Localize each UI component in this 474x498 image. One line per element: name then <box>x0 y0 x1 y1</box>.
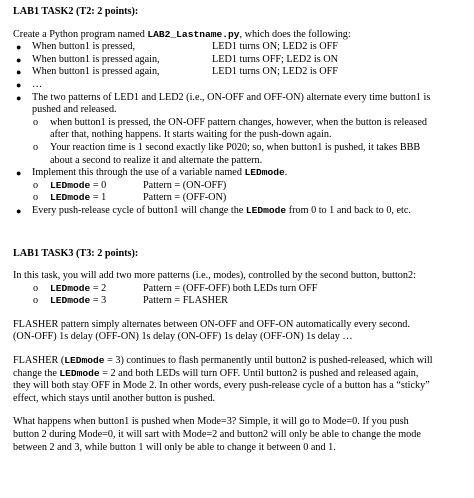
pattern-text: Pattern = (ON-OFF) <box>143 179 227 191</box>
variable-code: LEDmode <box>50 295 91 307</box>
sub-list <box>13 117 464 167</box>
pattern-text: Pattern = (OFF-OFF) both LEDs turn OFF <box>143 282 318 294</box>
mode-item <box>13 295 464 308</box>
text-line: they will both stay OFF in Mode 2. In other words, every push-release cycle of a button has a “sticky” <box>13 380 430 392</box>
list-item <box>13 66 464 79</box>
mode-value: = 2 <box>90 282 107 294</box>
bullet-icon: ● <box>16 205 22 216</box>
list-item <box>13 167 464 205</box>
action-text: When button1 is pressed again, <box>32 53 160 65</box>
circle-bullet-icon: o <box>33 192 39 204</box>
mode-list <box>13 180 464 205</box>
mode3-paragraph <box>13 416 464 454</box>
pattern-text: Pattern = (OFF-ON) <box>143 192 227 204</box>
mode-value: = 1 <box>90 192 107 204</box>
result-text: LED1 turns OFF; LED2 is ON <box>212 53 338 65</box>
text: Implement this through the use of a variable named <box>32 167 245 179</box>
ellipsis-text: … <box>32 78 43 90</box>
text-line: pushed and released. <box>32 104 117 116</box>
text-line: button 2 during Mode=0, it will sart with Mode=2 and button2 will only be able to change the mode <box>13 429 421 441</box>
list-item <box>13 41 464 54</box>
bullet-icon: ● <box>16 92 22 103</box>
text: = 2 and both LEDs will turn OFF. Until button2 is pushed and released again, <box>99 367 419 379</box>
text: FLASHER ( <box>13 355 65 367</box>
circle-bullet-icon: o <box>33 116 39 128</box>
variable-code: LEDmode <box>50 179 91 191</box>
mode-item <box>13 180 464 193</box>
text-line: between 2 and 3, while button 1 will only be able to change it between 0 and 1. <box>13 441 336 453</box>
action-text: When button1 is pressed again, <box>32 66 160 78</box>
flasher-paragraph <box>13 319 464 344</box>
circle-bullet-icon: o <box>33 179 39 191</box>
variable-code: LEDmode <box>50 192 91 204</box>
action-text: When button1 is pressed, <box>32 41 135 53</box>
bullet-icon: ● <box>16 79 22 90</box>
text-line: effect, which stays until another button is pushed. <box>13 392 216 404</box>
bullet-icon: ● <box>16 54 22 65</box>
text: Every push-release cycle of button1 will change the <box>32 204 246 216</box>
circle-bullet-icon: o <box>33 295 39 307</box>
text: = 3) continues to flash permanently until button2 is pushed-released, which will <box>104 355 433 367</box>
mode-value: = 3 <box>90 295 107 307</box>
variable-code: LEDmode <box>50 282 91 294</box>
list-item <box>13 79 464 92</box>
text-line: What happens when button1 is pushed when Mode=3? Simple, it will go to Mode=0. If you push <box>13 416 409 428</box>
pattern-text: Pattern = FLASHER <box>143 295 228 307</box>
task3-mode-list <box>13 283 464 308</box>
variable-code: LEDmode <box>244 167 285 179</box>
task2-list <box>13 41 464 217</box>
filename-code: LAB2_Lastname.py <box>147 28 240 40</box>
variable-code: LEDmode <box>59 367 100 379</box>
result-text: LED1 turns ON; LED2 is OFF <box>212 41 338 53</box>
bullet-icon: ● <box>16 168 22 179</box>
sticky-paragraph <box>13 355 464 405</box>
circle-bullet-icon: o <box>33 282 39 294</box>
text-line: Your reaction time is 1 second exactly like P020; so, when button1 is pushed, it takes BBB <box>50 141 421 153</box>
task3-heading: LAB1 TASK3 (T3: 2 points): <box>13 247 139 259</box>
mode-value: = 0 <box>90 179 107 191</box>
variable-code: LEDmode <box>245 204 287 216</box>
task2-heading: LAB1 TASK2 (T2: 2 points): <box>13 6 139 17</box>
bullet-icon: ● <box>16 42 22 53</box>
mode-item <box>13 192 464 205</box>
text-line: The two patterns of LED1 and LED2 (i.e., ON-OFF and OFF-ON) alternate every time button1 is <box>32 91 431 103</box>
list-item <box>13 54 464 67</box>
intro-text-end: , which does the following: <box>239 28 351 40</box>
variable-code: LEDmode <box>64 355 105 367</box>
intro-text: Create a Python program named <box>13 28 148 40</box>
text-line: when button1 is pressed, the ON-OFF pattern changes, however, when the button is released <box>50 116 428 128</box>
sub-list-item <box>13 117 464 142</box>
task3-intro: In this task, you will add two more patterns (i.e., modes), controlled by the second button, button2: <box>13 270 416 282</box>
text: change the <box>13 367 60 379</box>
circle-bullet-icon: o <box>33 141 39 153</box>
text-line: (ON-OFF) 1s delay (OFF-ON) 1s delay (ON-OFF) 1s delay (OFF-ON) 1s delay … <box>13 331 353 343</box>
text-line: after that, nothing happens. It starts waiting for the push-down again. <box>50 129 332 141</box>
sub-list-item <box>13 142 464 167</box>
task2-intro <box>13 29 464 42</box>
text: . <box>284 167 288 179</box>
text-line: about a second to realize it and alternate the pattern. <box>50 154 263 166</box>
mode-item <box>13 283 464 296</box>
text-line: FLASHER pattern simply alternates between ON-OFF and OFF-ON automatically every second. <box>13 318 410 330</box>
list-item <box>13 205 464 218</box>
result-text: LED1 turns ON; LED2 is OFF <box>212 66 338 78</box>
bullet-icon: ● <box>16 67 22 78</box>
list-item <box>13 92 464 168</box>
text: from 0 to 1 and back to 0, etc. <box>286 204 411 216</box>
